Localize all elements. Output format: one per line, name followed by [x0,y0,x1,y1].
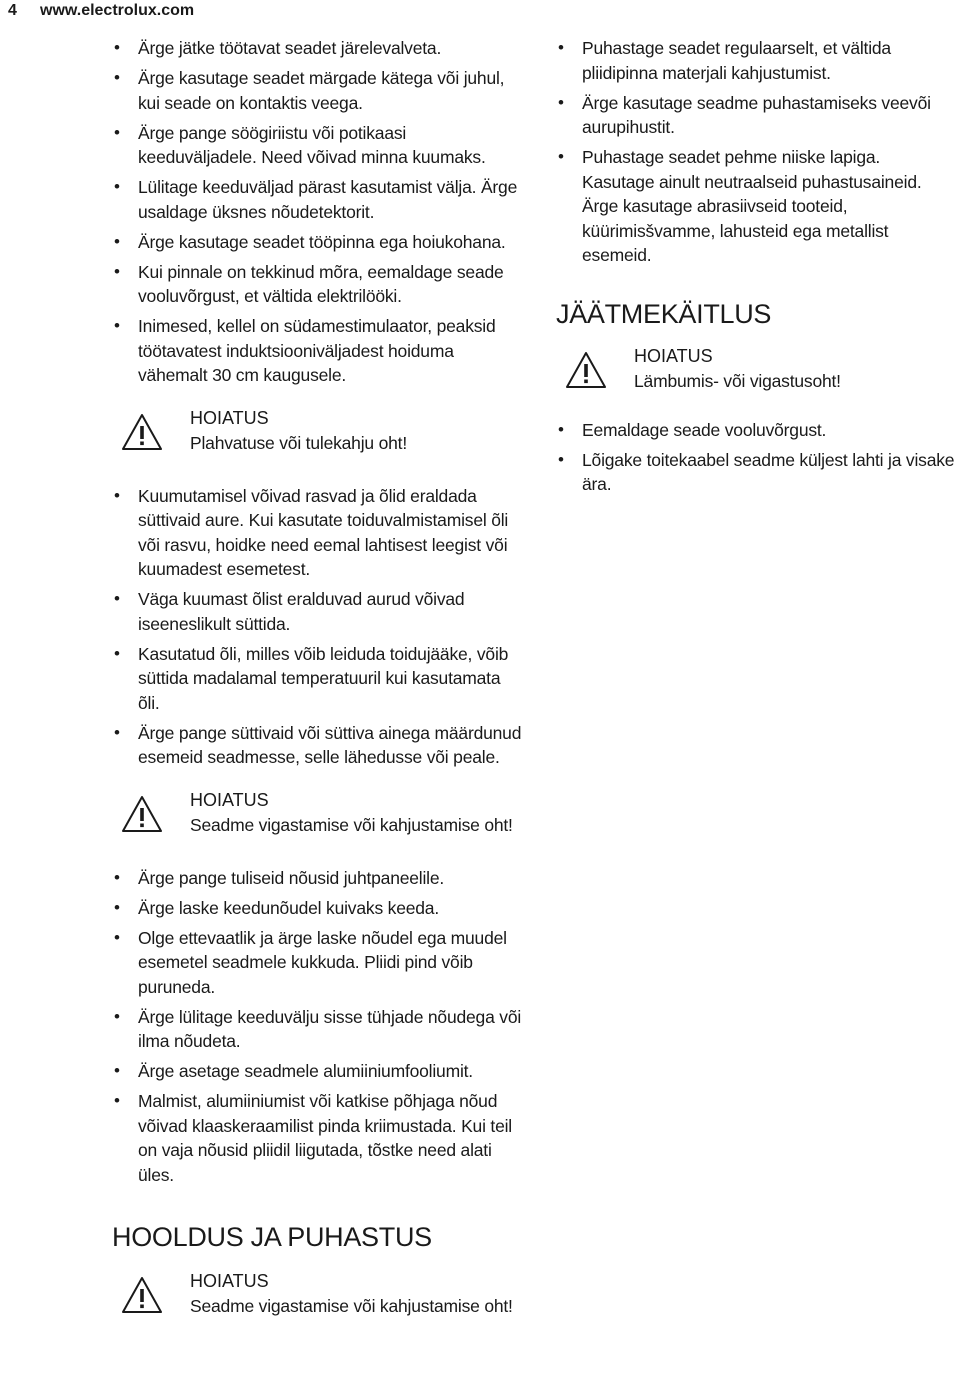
bullet-icon: • [114,643,120,663]
warning-triangle-icon [120,412,164,452]
list-item: • Ärge asetage seadmele alumiiniumfooliumit. [112,1059,522,1084]
warning-triangle-icon [120,794,164,834]
list-item: • Ärge pange tuliseid nõusid juhtpaneelile. [112,866,522,891]
warning-block [112,1269,522,1323]
bullet-list [112,484,522,770]
warning-text: Lämbumis- või vigastusoht! [634,370,841,391]
right-column [556,36,956,502]
list-item: • Ärge kasutage seadet märgade kätega või juhul, kui seade on kontaktis veega. [114,68,505,113]
list-item: • Eemaldage seade vooluvõrgust. [556,418,956,443]
list-item: • Kuumutamisel võivad rasvad ja õlid eraldada süttivaid aure. Kui kasutate toiduvalmistamisel õli või rasvu, hoidke need eemal lahtisest leegist või kuumadest esemetest. [114,485,509,579]
warning-triangle-icon [564,350,608,390]
bullet-icon: • [114,1091,120,1110]
list-item: • Kui pinnale on tekkinud mõra, eemaldage seade vooluvõrgust, et vältida elektrilööki. [114,261,504,306]
bullet-icon: • [114,231,120,251]
warning-triangle-icon [120,1275,164,1315]
bullet-icon: • [114,589,120,608]
bullet-list [112,866,522,1188]
bullet-icon: • [114,927,120,947]
list-item: • Lülitage keeduväljad pärast kasutamist välja. Ärge usaldage üksnes nõudetektorit. [114,177,518,222]
bullet-icon: • [558,449,564,469]
list-item: • Lõigake toitekaabel seadme küljest lahti ja visake ära. [558,449,955,494]
site-url: www.electrolux.com [40,2,195,19]
bullet-icon: • [114,122,120,142]
bullet-icon: • [114,38,120,57]
bullet-icon: • [114,177,120,196]
bullet-icon: • [558,92,564,112]
bullet-list [556,418,956,497]
list-item: • Ärge jätke töötavat seadet järelevalveta. [112,36,522,61]
bullet-icon: • [114,485,120,505]
list-item: • Ärge pange süttivaid või süttiva ainega määrdunud esemeid seadmesse, selle lähedusse või peale. [114,722,522,767]
bullet-icon: • [114,1061,120,1080]
list-item: • Ärge kasutage seadet tööpinna ega hoiukohana. [112,230,522,255]
warning-text: Plahvatuse või tulekahju oht! [190,432,407,453]
section-title-disposal: JÄÄTMEKÄITLUS [556,298,772,329]
list-item: • Kasutatud õli, milles võib leiduda toidujääke, võib süttida madalamal temperatuuril kui kasutamata õli. [114,643,509,713]
list-item: • Puhastage seadet regulaarselt, et vältida pliidipinna materjali kahjustumist. [558,38,891,83]
list-item: • Malmist, alumiiniumist või katkise põhjaga nõud võivad klaaskeraamilist pinda kriimustada. Kui teil on vaja nõusid pliidil liigutada, tõstke need alati üles. [114,1091,512,1185]
page-header [0,0,960,22]
warning-block [556,344,956,398]
bullet-icon: • [114,68,120,87]
list-item: • Puhastage seadet pehme niiske lapiga. Kasutage ainult neutraalseid puhastusaineid. Ärge kasutage abrasiivseid tooteid, küürimisšvamme, lahusteid ega metallist esemeid. [558,147,922,265]
bullet-icon: • [114,722,120,742]
bullet-icon: • [114,897,120,917]
warning-title: HOIATUS [190,407,269,428]
list-item: • Ärge pange söögiriistu või potikaasi keeduväljadele. Need võivad minna kuumaks. [114,122,486,167]
bullet-list [112,36,522,388]
bullet-icon: • [558,419,564,439]
list-item: • Inimesed, kellel on südamestimulaator, peaksid töötavatest induktsiooniväljadest hoiduma vähemalt 30 cm kaugusele. [114,316,496,385]
warning-title: HOIATUS [634,345,713,366]
bullet-icon: • [114,1006,120,1026]
warning-text: Seadme vigastamise või kahjustamise oht! [190,1296,513,1316]
warning-title: HOIATUS [190,1271,269,1291]
warning-block [112,406,522,460]
warning-text: Seadme vigastamise või kahjustamise oht! [190,814,513,835]
bullet-icon: • [558,147,564,166]
bullet-icon: • [114,261,120,281]
bullet-icon: • [114,316,120,335]
warning-title: HOIATUS [190,789,269,810]
list-item: • Ärge laske keedunõudel kuivaks keeda. [112,896,522,921]
bullet-list [556,36,956,268]
list-item: • Ärge kasutage seadme puhastamiseks veevõi aurupihustit. [558,92,931,137]
warning-block [112,788,522,842]
bullet-icon: • [558,38,564,57]
page-number: 4 [8,2,17,19]
list-item: • Ärge lülitage keeduvälju sisse tühjade nõudega või ilma nõudeta. [114,1006,522,1051]
left-column [112,36,522,1347]
bullet-icon: • [114,867,120,887]
list-item: • Olge ettevaatlik ja ärge laske nõudel ega muudel esemetel seadmele kukkuda. Pliidi pind võib puruneda. [114,927,507,997]
section-title-maintenance: HOOLDUS JA PUHASTUS [112,1222,432,1252]
list-item: • Väga kuumast õlist eralduvad aurud võivad iseeneslikult süttida. [114,589,465,634]
